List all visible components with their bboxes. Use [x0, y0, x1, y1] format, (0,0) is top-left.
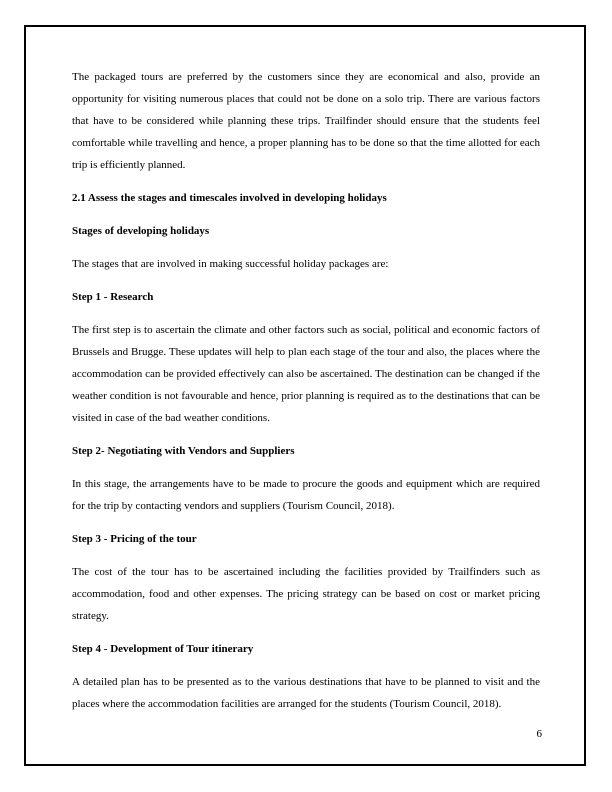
stages-intro: The stages that are involved in making successful holiday packages are:	[72, 258, 389, 270]
step-1-body: The first step is to ascertain the climate and other factors such as social, political and economic factors of Brussels and Brugge. These updates will help to plan each stage of the tour and also, the places where the accommodation can be provided effectively can also be ascertained. The destination can be changed if the weather condition is not favourable and hence, prior planning is required as to the destinations that can be visited in case of the bad weather conditions.	[72, 324, 540, 424]
subsection-heading: Stages of developing holidays	[72, 225, 210, 237]
step-2-body: In this stage, the arrangements have to be made to procure the goods and equipment which are required for the trip by contacting vendors and suppliers (Tourism Council, 2018).	[72, 478, 540, 512]
step-1-heading: Step 1 - Research	[72, 291, 154, 303]
page-number: 6	[536, 728, 542, 740]
document-body	[72, 66, 540, 715]
step-4-heading: Step 4 - Development of Tour itinerary	[72, 643, 254, 655]
step-3-body: The cost of the tour has to be ascertained including the facilities provided by Trailfinders such as accommodation, food and other expenses. The pricing strategy can be based on cost or market pricing strategy.	[72, 566, 540, 622]
step-2-heading: Step 2- Negotiating with Vendors and Suppliers	[72, 445, 295, 457]
step-3-heading: Step 3 - Pricing of the tour	[72, 533, 197, 545]
intro-paragraph: The packaged tours are preferred by the customers since they are economical and also, provide an opportunity for visiting numerous places that could not be done on a solo trip. There are various factors that have to be considered while planning these trips. Trailfinder should ensure that the students feel comfortable while travelling and hence, a proper planning has to be done so that the time allotted for each trip is efficiently planned.	[72, 71, 540, 171]
step-4-body: A detailed plan has to be presented as to the various destinations that have to be planned to visit and the places where the accommodation facilities are arranged for the students (Tourism Council, 2018).	[72, 676, 540, 710]
section-heading: 2.1 Assess the stages and timescales involved in developing holidays	[72, 192, 387, 204]
